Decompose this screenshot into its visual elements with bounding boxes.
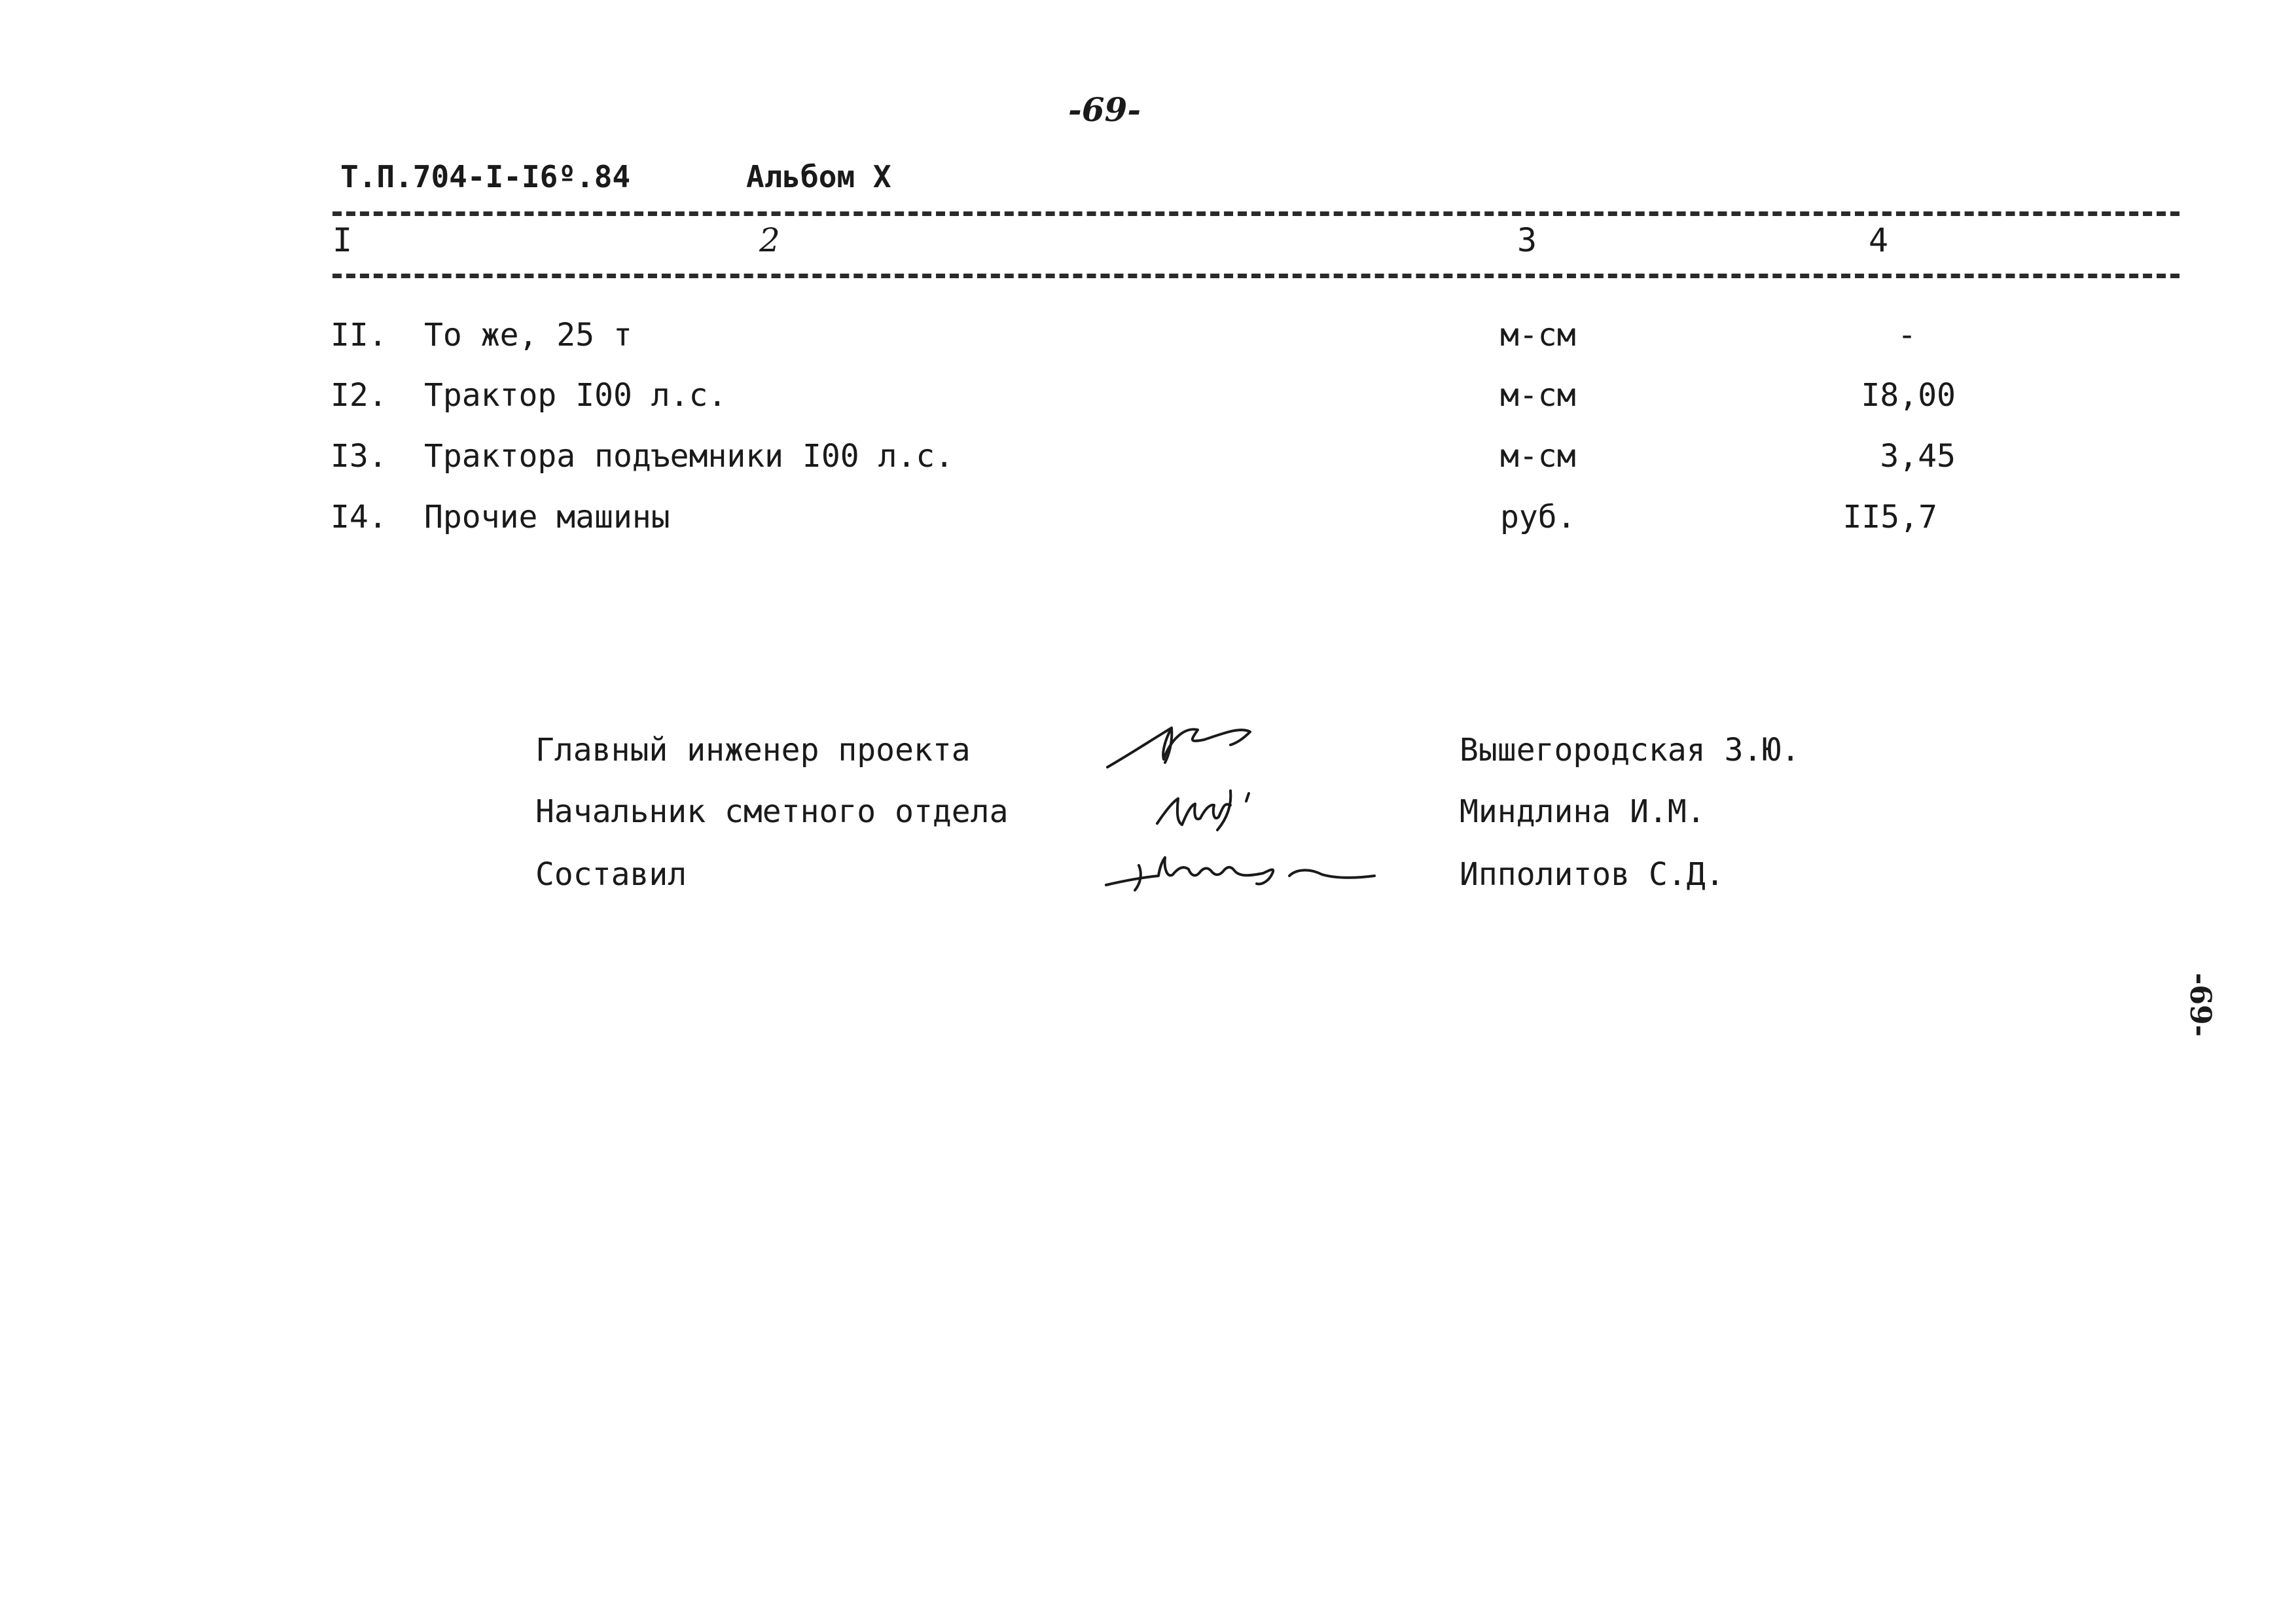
page-number: -69- xyxy=(1068,90,1141,129)
column-header-4: 4 xyxy=(1869,221,1889,259)
row-name: Трактор I00 л.с. xyxy=(424,377,727,414)
signature-stroke-2c xyxy=(1246,793,1249,801)
table-row xyxy=(0,317,2296,356)
row-value: 3,45 xyxy=(1880,438,1956,475)
signatory-role: Составил xyxy=(535,856,687,893)
signature-stroke-3 xyxy=(1106,857,1273,885)
handwritten-signatures xyxy=(1100,713,1401,910)
table-row xyxy=(0,499,2296,538)
row-name: Трактора подъемники I00 л.с. xyxy=(424,438,954,475)
signature-stroke-1 xyxy=(1107,728,1250,767)
column-header-1: I xyxy=(332,221,353,259)
row-unit: м-см xyxy=(1500,317,1576,353)
signatory-name: Ипполитов С.Д. xyxy=(1460,856,1725,893)
row-unit: м-см xyxy=(1500,377,1576,414)
row-name: Прочие машины xyxy=(424,499,670,535)
row-unit: руб. xyxy=(1500,499,1576,535)
column-header-3: 3 xyxy=(1517,221,1537,259)
table-row xyxy=(0,377,2296,416)
row-value: I8,00 xyxy=(1861,377,1956,414)
row-name: То же, 25 т xyxy=(424,317,632,353)
signatory-role: Начальник сметного отдела xyxy=(535,793,1009,830)
row-number: II. xyxy=(331,317,387,353)
row-value: - xyxy=(1897,317,1916,353)
document-code: Т.П.704-I-I6º.84 xyxy=(340,159,631,194)
side-page-number: -69- xyxy=(2183,973,2217,1037)
row-unit: м-см xyxy=(1500,438,1576,475)
signatory-name: Миндлина И.М. xyxy=(1460,793,1706,830)
row-number: I4. xyxy=(331,499,387,535)
album-label: Альбом X xyxy=(746,159,891,194)
signatory-role: Главный инженер проекта xyxy=(535,732,971,768)
signature-stroke-2b xyxy=(1217,791,1230,830)
table-row xyxy=(0,438,2296,477)
row-value: II5,7 xyxy=(1842,499,1937,535)
table-top-rule xyxy=(332,211,2179,216)
signature-stroke-2 xyxy=(1157,799,1230,825)
column-header-2: 2 xyxy=(759,221,780,259)
row-number: I2. xyxy=(331,377,387,414)
table-header-rule xyxy=(332,274,2179,278)
signature-stroke-3b xyxy=(1289,870,1374,877)
row-number: I3. xyxy=(331,438,387,475)
signatory-name: Вышегородская З.Ю. xyxy=(1460,732,1801,768)
